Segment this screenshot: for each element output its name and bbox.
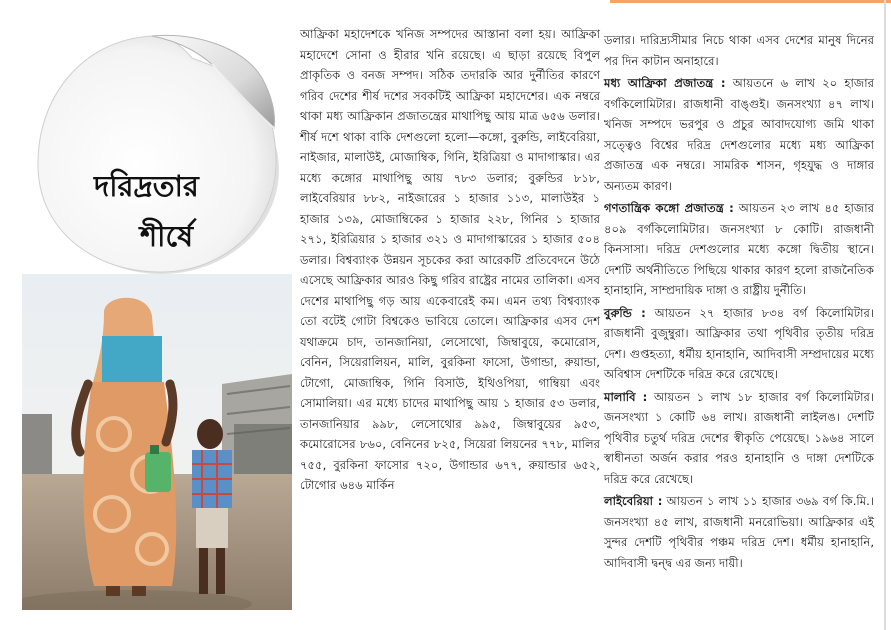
headline-line-1: দরিদ্রতার <box>94 169 199 203</box>
column-1-paragraph: আফ্রিকা মহাদেশকে খনিজ সম্পদের আস্তানা বলা হয়। আফ্রিকা মহাদেশে সোনা ও হীরার খনি রয়েছে। এ ছাড়া রয়েছে বিপুল প্রাকৃতিক ও বনজ সম্পদ। সঠিক তদারকি আর দুর্নীতির কারণে গরিব দেশের শীর্ষ দশের সবকটিই আফ্রিকা মহাদেশের। এক নম্বরে থাকা মধ্য আফ্রিকান প্রজাতন্ত্রের মাথাপিছু আয় মাত্র ৬৫৬ ডলার। শীর্ষ দশে থাকা বাকি দেশগুলো হলো—কঙ্গো, বুরুন্ডি, লাইবেরিয়া, নাইজার, মালাউই, মোজাম্বিক, গিনি, ইরিত্রিয়া ও মাদাগাস্কার। এর মধ্যে কঙ্গোর মাথাপিছু আয় ৭৮৩ ডলার; বুরুন্ডির ৮১৮, লাইবেরিয়ার ৮৮২, নাইজারের ১ হাজার ১১৩, মালাউইর ১ হাজার ১৩৯, মোজাম্বিকের ১ হাজার ২২৮, গিনির ১ হাজার ২৭১, ইরিত্রিয়ার ১ হাজার ৩২১ ও মাদাগাস্কারের ১ হাজার ৫০৪ ডলার। বিশ্বব্যাংক উন্নয়ন সূচকের করা আরেকটি প্রতিবেদনে উঠে এসেছে আফ্রিকার আরও কিছু গরিব রাষ্ট্রের নামের তালিকা। এসব দেশের মাথাপিছু গড় আয় একেবারেই কম। এমন তথ্য বিশ্বব্যাংক তো বটেই গোটা বিশ্বকেও ভাবিয়ে তোলে। আফ্রিকার এসব দেশ যথাক্রমে চাদ, তানজানিয়া, লেসোথো, জিম্বাবুয়ে, কমোরোস, বেনিন, সিয়েরালিয়ন, মালি, বুরকিনা ফাসো, উগান্ডা, রুয়ান্ডা, টোগো, মোজাম্বিক, গিনি বিসাউ, ইথিওপিয়া, গাম্বিয়া এবং সোমালিয়া। এর মধ্যে চাদের মাথাপিছু আয় ১ হাজার ৫৩ ডলার, তানজানিয়ার ৯৯৮, লেসোথোর ৯৯৫, জিম্বাবুয়ের ৯৫৩, কমোরোসের ৮৬০, বেনিনের ৮২৫, সিয়েরা লিয়নের ৭৭৮, মালির ৭৫৫, বুরকিনা ফাসোর ৭২০, উগান্ডার ৬৭৭, রুয়ান্ডার ৬৫২, টোগোর ৬৪৬ মার্কিন <box>300 27 600 492</box>
country-text: আয়তন ২৭ হাজার ৮৩৪ বর্গ কিলোমিটার। রাজধানী বুজুম্বুরা। আফ্রিকার তথা পৃথিবীর তৃতীয় দরিদ্র দেশ। গুপ্তহত্যা, ধর্মীয় হানাহানি, আদিবাসী সম্প্রদায়ের মধ্যে অবিশ্বাস দেশটিকে দরিদ্র করে রেখেছে। <box>604 305 874 381</box>
country-text: আয়তন ১ লাখ ১৮ হাজার বর্গ কিলোমিটার। জনসংখ্যা ১ কোটি ৬৪ লাখ। রাজধানী লাইলঙ। দেশটি পৃথিবীর চতুর্থ দরিদ্র দেশের স্বীকৃতি পেয়েছে। ১৯৬৪ সালে স্বাধীনতা অর্জন করার পরও হানাহানি ও দাঙ্গা দেশটিকে দরিদ্র করে রেখেছে। <box>604 389 874 486</box>
right-column-rule <box>884 0 886 630</box>
country-heading: লাইবেরিয়া : <box>604 494 663 508</box>
country-heading: বুরুন্ডি : <box>604 305 646 320</box>
headline-line-2: শীর্ষে <box>140 219 194 253</box>
country-heading: গণতান্ত্রিক কঙ্গো প্রজাতন্ত্র : <box>604 201 734 215</box>
country-heading: মধ্য আফ্রিকা প্রজাতন্ত্র : <box>604 76 726 90</box>
country-entry <box>604 303 874 385</box>
article-column-1 <box>300 24 600 496</box>
article-column-2 <box>604 30 874 573</box>
photo-woman-and-child-illustration <box>22 274 292 610</box>
column-2-intro: ডলার। দারিদ্র্যসীমার নিচে থাকা এসব দেশের মানুষ দিনের পর দিন কাটান অনাহারে। <box>604 33 874 68</box>
country-entry <box>604 198 874 301</box>
country-entry <box>604 491 874 573</box>
country-entry <box>604 73 874 196</box>
title-sticker <box>22 18 292 288</box>
country-text: আয়তন ১ লাখ ১১ হাজার ৩৬৯ বর্গ কি.মি.। জনসংখ্যা ৪৫ লাখ, রাজধানী মনরোভিয়া। আফ্রিকার এই সুন্দর দেশটি পৃথিবীর পঞ্চম দরিদ্র দেশ। ধর্মীয় হানাহানি, আদিবাসী দ্বন্দ্ব এর জন্য দায়ী। <box>604 494 874 570</box>
country-text: আয়তনে ৬ লাখ ২০ হাজার বর্গকিলোমিটার। রাজধানী বাঙ্গুই। জনসংখ্যা ৪৭ লাখ। খনিজ সম্পদে ভরপুর ও প্রচুর আবাদযোগ্য জমি থাকা সত্ত্বেও বিশ্বের দরিদ্র দেশগুলোর মধ্যে মধ্য আফ্রিকা প্রজাতন্ত্র এক নম্বরে। সামরিক শাসন, গৃহযুদ্ধ ও দাঙ্গার অন্যতম কারণ। <box>604 76 874 193</box>
photo-woman-child <box>22 274 292 610</box>
top-accent-rule <box>610 0 891 3</box>
country-heading: মালাবি : <box>604 389 648 404</box>
country-entry <box>604 387 874 490</box>
country-text: আয়তন ২৩ লাখ ৪৫ হাজার ৪০৯ বর্গকিলোমিটার। জনসংখ্যা ৮ কোটি। রাজধানী কিনসাসা। দরিদ্র দেশগুলোর মধ্যে কঙ্গো দ্বিতীয় স্থানে। দেশটি অর্থনীতিতে পিছিয়ে থাকার কারণ হলো রাজনৈতিক হানাহানি, সাম্প্রদায়িক দাঙ্গা ও রাষ্ট্রীয় দুর্নীতি। <box>604 201 875 297</box>
